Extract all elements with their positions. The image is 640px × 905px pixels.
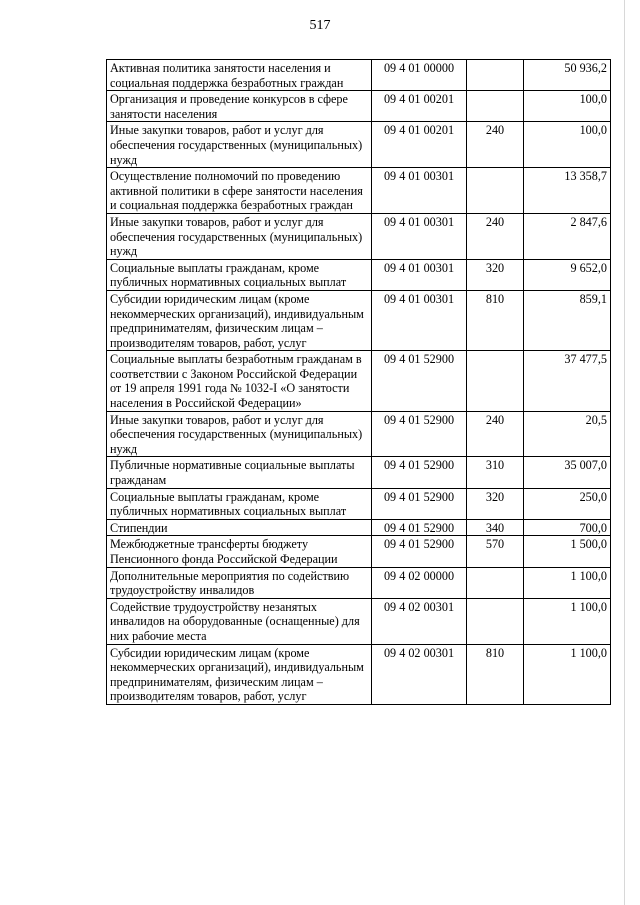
row-code-cell: 09 4 01 52900 <box>372 488 467 519</box>
row-code-cell: 09 4 01 00301 <box>372 168 467 214</box>
row-name-cell: Социальные выплаты безработным гражданам в соответствии с Законом Российской Федерации от 19 апреля 1991 года № 1032-I «О занятости населения в Российской Федерации» <box>107 351 372 411</box>
row-name-cell: Стипендии <box>107 519 372 536</box>
row-expense-type-cell <box>467 168 524 214</box>
row-expense-type-cell <box>467 91 524 122</box>
row-expense-type-cell: 320 <box>467 259 524 290</box>
row-name-cell: Социальные выплаты гражданам, кроме публичных нормативных социальных выплат <box>107 488 372 519</box>
row-name-cell: Межбюджетные трансферты бюджету Пенсионного фонда Российской Федерации <box>107 536 372 567</box>
scan-edge-line <box>624 0 625 905</box>
row-expense-type-cell: 810 <box>467 290 524 350</box>
row-code-cell: 09 4 02 00301 <box>372 598 467 644</box>
row-name-cell: Осуществление полномочий по проведению активной политики в сфере занятости населения и социальная поддержка безработных граждан <box>107 168 372 214</box>
row-sum-cell: 13 358,7 <box>524 168 611 214</box>
table-row <box>107 488 611 519</box>
row-code-cell: 09 4 01 00201 <box>372 91 467 122</box>
table-row <box>107 290 611 350</box>
row-code-cell: 09 4 01 00201 <box>372 122 467 168</box>
table-row <box>107 644 611 704</box>
row-name-cell: Субсидии юридическим лицам (кроме некоммерческих организаций), индивидуальным предпринимателям, физическим лицам – производителям товаров, работ, услуг <box>107 644 372 704</box>
table-row <box>107 411 611 457</box>
row-expense-type-cell: 310 <box>467 457 524 488</box>
table-row <box>107 598 611 644</box>
row-code-cell: 09 4 02 00000 <box>372 567 467 598</box>
row-sum-cell: 100,0 <box>524 91 611 122</box>
row-expense-type-cell: 810 <box>467 644 524 704</box>
table-row <box>107 351 611 411</box>
table-row <box>107 457 611 488</box>
row-sum-cell: 2 847,6 <box>524 213 611 259</box>
row-sum-cell: 50 936,2 <box>524 60 611 91</box>
table-row <box>107 259 611 290</box>
row-sum-cell: 859,1 <box>524 290 611 350</box>
row-expense-type-cell <box>467 60 524 91</box>
row-code-cell: 09 4 02 00301 <box>372 644 467 704</box>
row-sum-cell: 1 100,0 <box>524 598 611 644</box>
budget-table-body <box>107 60 611 705</box>
row-sum-cell: 37 477,5 <box>524 351 611 411</box>
row-sum-cell: 700,0 <box>524 519 611 536</box>
row-expense-type-cell <box>467 598 524 644</box>
row-sum-cell: 100,0 <box>524 122 611 168</box>
row-name-cell: Организация и проведение конкурсов в сфере занятости населения <box>107 91 372 122</box>
table-row <box>107 519 611 536</box>
row-sum-cell: 35 007,0 <box>524 457 611 488</box>
row-name-cell: Дополнительные мероприятия по содействию трудоустройству инвалидов <box>107 567 372 598</box>
row-code-cell: 09 4 01 00301 <box>372 259 467 290</box>
row-code-cell: 09 4 01 00301 <box>372 213 467 259</box>
row-sum-cell: 20,5 <box>524 411 611 457</box>
row-expense-type-cell: 320 <box>467 488 524 519</box>
row-name-cell: Иные закупки товаров, работ и услуг для обеспечения государственных (муниципальных) нужд <box>107 213 372 259</box>
row-expense-type-cell: 240 <box>467 411 524 457</box>
row-expense-type-cell <box>467 567 524 598</box>
table-row <box>107 168 611 214</box>
row-sum-cell: 9 652,0 <box>524 259 611 290</box>
page-number: 517 <box>309 18 331 33</box>
row-code-cell: 09 4 01 52900 <box>372 411 467 457</box>
table-row <box>107 536 611 567</box>
row-sum-cell: 250,0 <box>524 488 611 519</box>
row-expense-type-cell: 340 <box>467 519 524 536</box>
row-expense-type-cell: 240 <box>467 213 524 259</box>
row-sum-cell: 1 500,0 <box>524 536 611 567</box>
row-name-cell: Активная политика занятости населения и социальная поддержка безработных граждан <box>107 60 372 91</box>
row-name-cell: Иные закупки товаров, работ и услуг для обеспечения государственных (муниципальных) нужд <box>107 411 372 457</box>
row-name-cell: Иные закупки товаров, работ и услуг для обеспечения государственных (муниципальных) нужд <box>107 122 372 168</box>
table-row <box>107 567 611 598</box>
table-row <box>107 122 611 168</box>
budget-table <box>106 59 611 705</box>
row-name-cell: Социальные выплаты гражданам, кроме публичных нормативных социальных выплат <box>107 259 372 290</box>
row-name-cell: Публичные нормативные социальные выплаты гражданам <box>107 457 372 488</box>
row-sum-cell: 1 100,0 <box>524 567 611 598</box>
row-expense-type-cell: 570 <box>467 536 524 567</box>
row-code-cell: 09 4 01 00301 <box>372 290 467 350</box>
row-code-cell: 09 4 01 52900 <box>372 351 467 411</box>
row-expense-type-cell <box>467 351 524 411</box>
row-code-cell: 09 4 01 00000 <box>372 60 467 91</box>
row-name-cell: Содействие трудоустройству незанятых инвалидов на оборудованные (оснащенные) для них рабочие места <box>107 598 372 644</box>
row-name-cell: Субсидии юридическим лицам (кроме некоммерческих организаций), индивидуальным предпринимателям, физическим лицам – производителям товаров, работ, услуг <box>107 290 372 350</box>
table-row <box>107 213 611 259</box>
row-expense-type-cell: 240 <box>467 122 524 168</box>
table-row <box>107 91 611 122</box>
row-code-cell: 09 4 01 52900 <box>372 457 467 488</box>
row-code-cell: 09 4 01 52900 <box>372 519 467 536</box>
row-sum-cell: 1 100,0 <box>524 644 611 704</box>
row-code-cell: 09 4 01 52900 <box>372 536 467 567</box>
table-row <box>107 60 611 91</box>
